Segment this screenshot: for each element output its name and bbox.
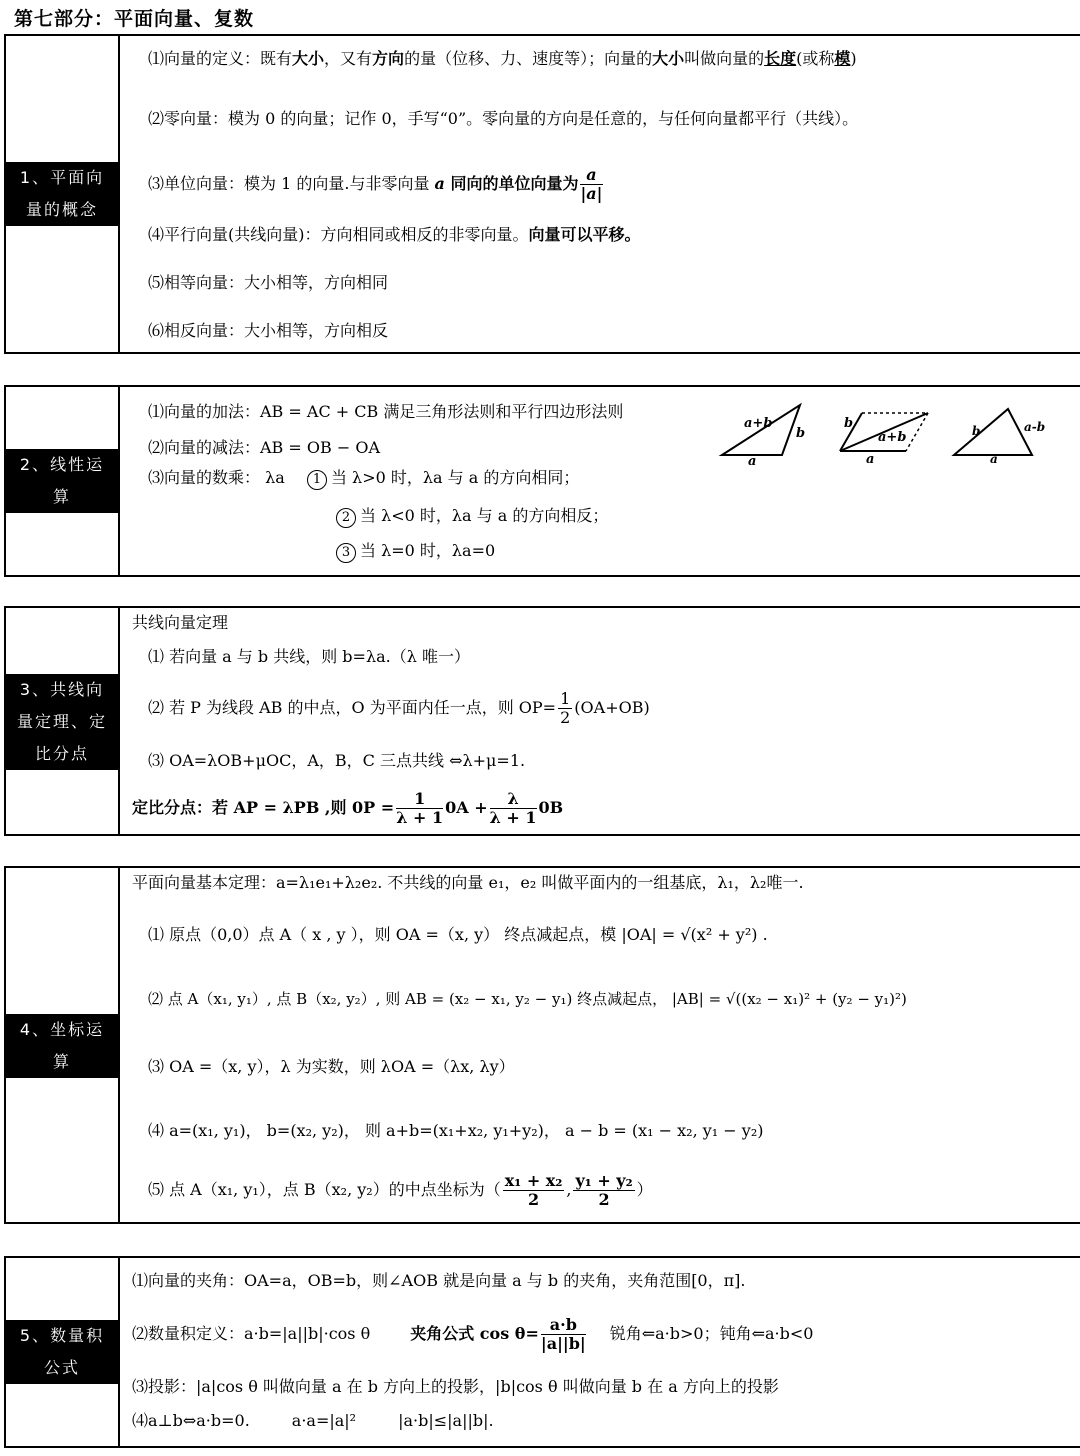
circled-number: 3 bbox=[336, 543, 356, 563]
vector-subtraction: ⑵向量的减法：AB = OB − OA bbox=[148, 438, 381, 457]
section-vector-concepts bbox=[4, 34, 1080, 354]
basis-theorem: 平面向量基本定理：a=λ₁e₁+λ₂e₂. 不共线的向量 e₁，e₂ 叫做平面内的一组基底，λ₁，λ₂唯一. bbox=[132, 873, 804, 892]
section-linear-operations bbox=[4, 385, 1080, 577]
section-label-line: 量定理、定 bbox=[16, 712, 107, 731]
section-label-line: 算 bbox=[52, 487, 71, 506]
collinear-heading: 共线向量定理 bbox=[132, 613, 229, 632]
svg-text:a: a bbox=[866, 452, 875, 463]
svg-text:b: b bbox=[844, 416, 854, 431]
angle-definition: ⑴向量的夹角：OA=a，OB=b，则∠AOB 就是向量 a 与 b 的夹角，夹角范围[0，π]. bbox=[132, 1271, 746, 1290]
svg-text:a-b: a-b bbox=[1024, 420, 1046, 434]
svg-text:b: b bbox=[972, 424, 981, 438]
section-label bbox=[6, 449, 118, 513]
coordinate-rule-2: ⑵ 点 A（x₁, y₁）, 点 B（x₂, y₂）, 则 AB = (x₂ − x₁, y₂ − y₁) 终点减起点， |AB| = √((x₂ − x₁)² + (y₂ − y₁)²) bbox=[148, 990, 907, 1008]
section-label-line: 比分点 bbox=[34, 744, 89, 763]
section-coordinate-operations bbox=[4, 866, 1080, 1224]
section-label-column bbox=[6, 608, 120, 834]
section-label bbox=[6, 1014, 118, 1078]
collinear-rule-1: ⑴ 若向量 a 与 b 共线，则 b=λa.（λ 唯一） bbox=[148, 647, 470, 666]
coordinate-rule-5: ⑸ 点 A（x₁, y₁），点 B（x₂, y₂）的中点坐标为（ $\frac{\text{x₁ + x₂}}{2}$ , $\frac{\text{y₁ + y₂}}{2}$ ） bbox=[148, 1171, 653, 1209]
section-label-line: 2、线性运 bbox=[19, 455, 105, 474]
opposite-vectors: ⑹相反向量：大小相等，方向相反 bbox=[148, 321, 389, 340]
section-label bbox=[6, 674, 118, 770]
ratio-fraction-2: $\frac{\lambda}{\lambda + 1}$ bbox=[489, 789, 537, 827]
dot-product-properties: ⑷a⊥b⇔a·b=0. a·a=|a|² |a·b|≤|a||b|. bbox=[132, 1411, 494, 1430]
collinear-rule-3: ⑶ OA=λOB+μOC，A，B，C 三点共线 ⇔λ+μ=1. bbox=[148, 751, 526, 770]
circled-number: 1 bbox=[307, 470, 327, 490]
midpoint-fraction-y: $\frac{\text{y₁ + y₂}}{2}$ bbox=[575, 1171, 633, 1209]
coordinate-rule-1: ⑴ 原点（0,0）点 A（ x , y ），则 OA =（x, y） 终点减起点，模 |OA| = √(x² + y²) . bbox=[148, 925, 768, 944]
vector-addition: ⑴向量的加法：AB = AC + CB 满足三角形法则和平行四边形法则 bbox=[148, 402, 624, 421]
svg-text:b: b bbox=[796, 426, 806, 441]
vector-definition: ⑴向量的定义：既有大小，又有方向的量（位移、力、速度等）；向量的大小叫做向量的长度(或称模) bbox=[148, 49, 857, 68]
circled-number: 2 bbox=[336, 508, 356, 528]
section-label-column bbox=[6, 387, 120, 575]
parallelogram-rule-figure bbox=[832, 403, 942, 463]
triangle-rule-figure bbox=[716, 397, 816, 467]
scalar-case-negative: 2 当 λ<0 时，λa 与 a 的方向相反； bbox=[336, 505, 608, 528]
section-label-line: 量的概念 bbox=[25, 200, 98, 219]
equal-vectors: ⑸相等向量：大小相等，方向相同 bbox=[148, 273, 389, 292]
unit-vector-fraction: $\frac{a}{|a|}$ bbox=[580, 165, 603, 203]
half-fraction: $\frac{1}{2}$ bbox=[560, 689, 571, 727]
subtraction-rule-figure bbox=[946, 401, 1056, 463]
svg-text:a+b: a+b bbox=[878, 430, 907, 445]
section-label-line: 4、坐标运 bbox=[19, 1020, 105, 1039]
section-label-column bbox=[6, 1258, 120, 1446]
angle-formula-fraction: $\frac{a\cdot b}{|a||b|}$ bbox=[540, 1315, 586, 1353]
section-label bbox=[6, 1320, 118, 1384]
parallel-vectors: ⑷平行向量(共线向量)：方向相同或相反的非零向量。向量可以平移。 bbox=[148, 225, 641, 244]
section-label-line: 1、平面向 bbox=[19, 168, 105, 187]
zero-vector: ⑵零向量：模为 0 的向量；记作 0，手写“0”。零向量的方向是任意的，与任何向量都平行（共线）。 bbox=[148, 109, 859, 128]
section-label-line: 算 bbox=[52, 1052, 71, 1071]
ratio-fraction-1: $\frac{1}{\lambda + 1}$ bbox=[396, 789, 444, 827]
svg-text:a+b: a+b bbox=[744, 416, 773, 431]
scalar-multiplication: ⑶向量的数乘： λa 1 当 λ>0 时，λa 与 a 的方向相同； bbox=[148, 467, 579, 490]
section-label-line: 3、共线向 bbox=[19, 680, 105, 699]
projection-definition: ⑶投影：|a|cos θ 叫做向量 a 在 b 方向上的投影，|b|cos θ 叫做向量 b 在 a 方向上的投影 bbox=[132, 1377, 779, 1396]
midpoint-fraction-x: $\frac{\text{x₁ + x₂}}{2}$ bbox=[504, 1171, 563, 1209]
svg-text:a: a bbox=[748, 454, 757, 467]
collinear-rule-2: ⑵ 若 P 为线段 AB 的中点，O 为平面内任一点，则 OP= $\frac{1}{2}$ (OA+OB) bbox=[148, 689, 650, 727]
page-title: 第七部分：平面向量、复数 bbox=[14, 8, 255, 30]
section-label-column bbox=[6, 868, 120, 1222]
unit-vector: ⑶单位向量：模为 1 的向量.与非零向量 a 同向的单位向量为 $\frac{a}{|a|}$ bbox=[148, 165, 603, 203]
section-point-formula: 定比分点：若 AP = λPB ,则 0P = $\frac{1}{\lambda + 1}$ 0A + $\frac{\lambda}{\lambda + 1}$ 0B bbox=[132, 789, 564, 827]
section-collinear-theorem bbox=[4, 606, 1080, 836]
coordinate-rule-4: ⑷ a=(x₁, y₁)， b=(x₂, y₂)， 则 a+b=(x₁+x₂, y₁+y₂)， a − b = (x₁ − x₂, y₁ − y₂) bbox=[148, 1121, 764, 1140]
section-label-column bbox=[6, 36, 120, 352]
section-label bbox=[6, 162, 118, 226]
coordinate-rule-3: ⑶ OA =（x, y），λ 为实数，则 λOA =（λx, λy） bbox=[148, 1057, 515, 1076]
scalar-case-zero: 3 当 λ=0 时，λa=0 bbox=[336, 540, 495, 563]
dot-product-definition: ⑵数量积定义：a·b=|a||b|·cos θ 夹角公式 cos θ= $\frac{a\cdot b}{|a||b|}$ 锐角⇐a·b>0；钝角⇐a·b<0 bbox=[132, 1315, 814, 1353]
section-label-line: 公式 bbox=[43, 1358, 80, 1377]
section-label-line: 5、数量积 bbox=[19, 1326, 105, 1345]
section-dot-product bbox=[4, 1256, 1080, 1448]
svg-text:a: a bbox=[990, 452, 998, 463]
